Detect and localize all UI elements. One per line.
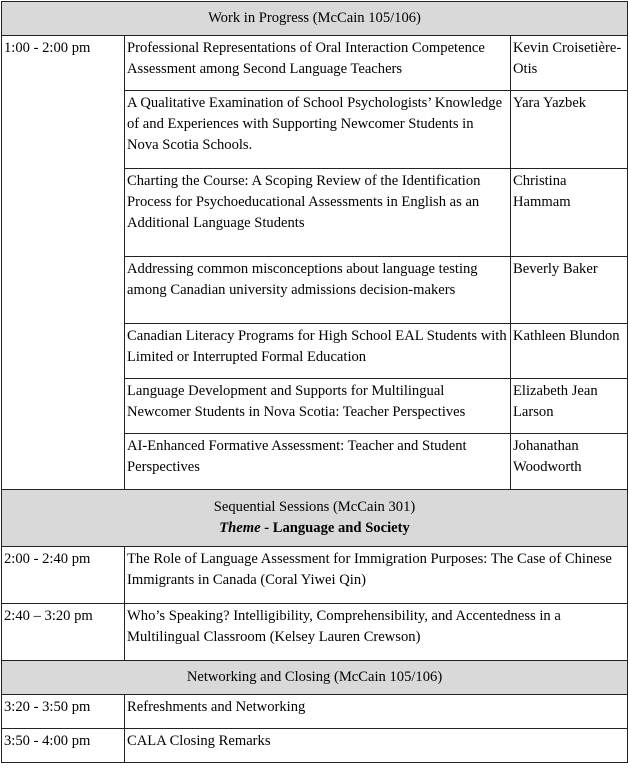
wip-presenter-cell — [511, 91, 628, 169]
wip-time-cell — [2, 36, 125, 490]
wip-title-cell — [125, 434, 511, 490]
wip-time: 1:00 - 2:00 pm — [4, 40, 91, 56]
sequential-sessions-header — [2, 490, 628, 547]
session-title: Canadian Literacy Programs for High School EAL Students with Limited or Interrupted Formal Education — [127, 328, 507, 365]
wip-presenter-cell — [511, 169, 628, 257]
presenter-name: Christina Hammam — [513, 173, 571, 210]
presenter-name: Kathleen Blundon — [513, 328, 620, 344]
wip-title-cell — [125, 324, 511, 379]
session-title: Language Development and Supports for Multilingual Newcomer Students in Nova Scotia: Teacher Perspectives — [127, 383, 466, 420]
presenter-name: Yara Yazbek — [513, 95, 587, 111]
theme-label: Theme — [219, 520, 261, 536]
wip-title-cell — [125, 257, 511, 324]
net-time-cell — [2, 695, 125, 729]
seq-time-cell — [2, 547, 125, 604]
wip-title-cell — [125, 36, 511, 91]
session-description: CALA Closing Remarks — [127, 733, 271, 749]
net-title-cell — [125, 695, 628, 729]
session-title: Charting the Course: A Scoping Review of the Identification Process for Psychoeducational Assessments in English as an Additional Language Students — [127, 173, 481, 231]
presenter-name: Kevin Croisetière-Otis — [513, 40, 622, 77]
sequential-sessions-title: Sequential Sessions (McCain 301) — [213, 499, 416, 515]
wip-presenter-cell — [511, 379, 628, 434]
session-title: AI-Enhanced Formative Assessment: Teacher and Student Perspectives — [127, 438, 467, 475]
session-time: 2:40 – 3:20 pm — [4, 608, 93, 624]
wip-presenter-cell — [511, 257, 628, 324]
schedule-table — [1, 1, 628, 763]
presenter-name: Johanathan Woodworth — [513, 438, 582, 475]
presenter-name: Beverly Baker — [513, 261, 598, 277]
wip-title-cell — [125, 379, 511, 434]
wip-presenter-cell — [511, 36, 628, 91]
wip-presenter-cell — [511, 324, 628, 379]
theme-name: - Language and Society — [260, 520, 410, 536]
theme-line — [4, 518, 625, 539]
session-description: The Role of Language Assessment for Immigration Purposes: The Case of Chinese Immigrants in Canada (Coral Yiwei Qin) — [127, 551, 612, 588]
wip-presenter-cell — [511, 434, 628, 490]
session-title: Addressing common misconceptions about language testing among Canadian university admissions decision-makers — [127, 261, 478, 298]
wip-title-cell — [125, 91, 511, 169]
session-title: A Qualitative Examination of School Psychologists’ Knowledge of and Experiences with Supporting Newcomer Students in Nova Scotia Schools. — [127, 95, 503, 153]
session-time: 3:20 - 3:50 pm — [4, 699, 91, 715]
seq-time-cell — [2, 604, 125, 661]
session-description: Refreshments and Networking — [127, 699, 306, 715]
session-time: 3:50 - 4:00 pm — [4, 733, 91, 749]
net-title-cell — [125, 729, 628, 763]
presenter-name: Elizabeth Jean Larson — [513, 383, 598, 420]
wip-title-cell — [125, 169, 511, 257]
work-in-progress-header: Work in Progress (McCain 105/106) — [2, 2, 628, 36]
session-title: Professional Representations of Oral Interaction Competence Assessment among Second Language Teachers — [127, 40, 485, 77]
session-description: Who’s Speaking? Intelligibility, Comprehensibility, and Accentedness in a Multilingual Classroom (Kelsey Lauren Crewson) — [127, 608, 561, 645]
seq-title-cell — [125, 604, 628, 661]
seq-title-cell — [125, 547, 628, 604]
networking-closing-header: Networking and Closing (McCain 105/106) — [2, 661, 628, 695]
net-time-cell — [2, 729, 125, 763]
session-time: 2:00 - 2:40 pm — [4, 551, 91, 567]
